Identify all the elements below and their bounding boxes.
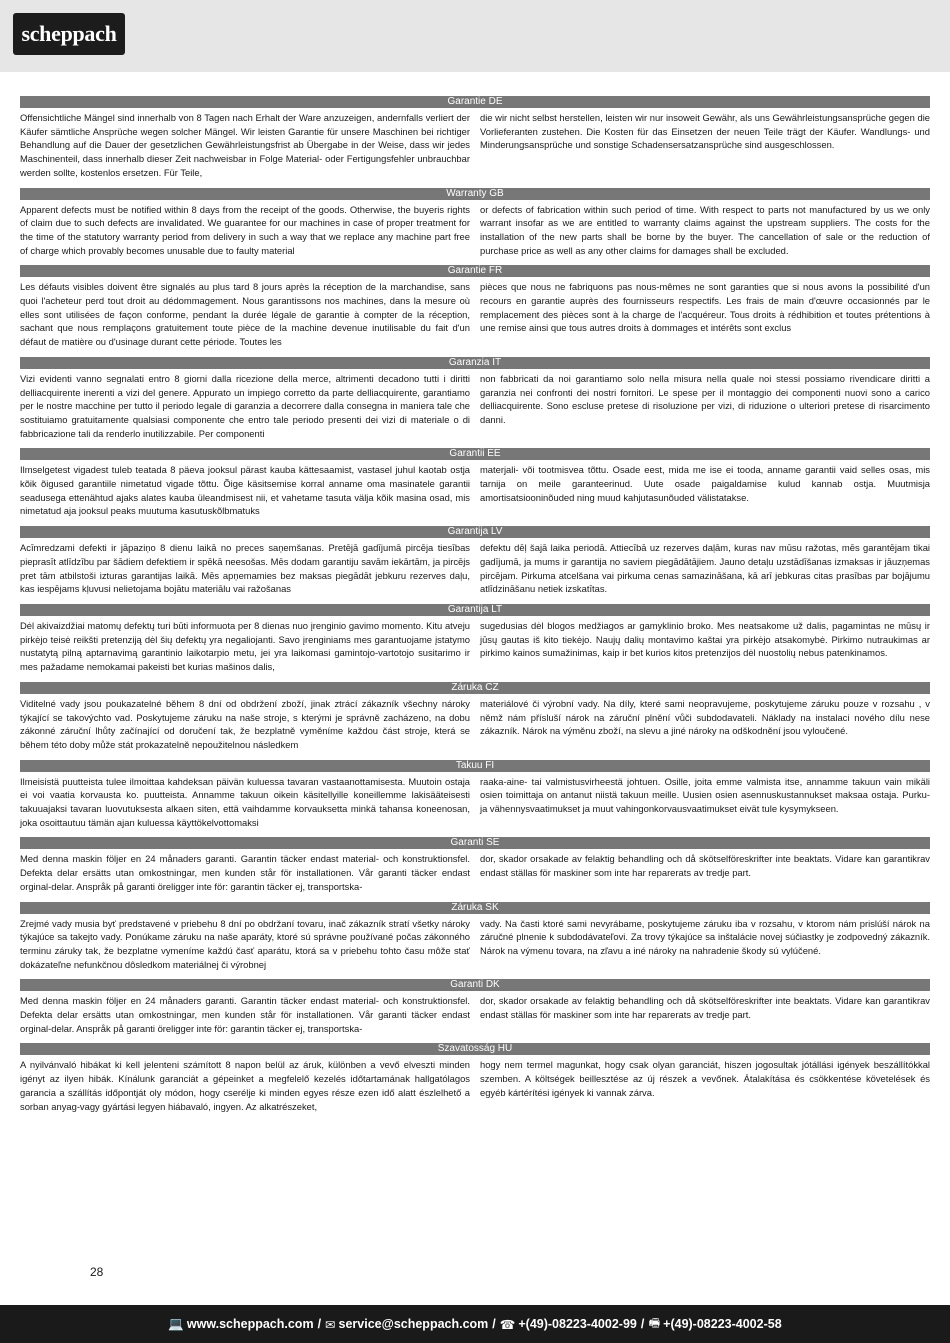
section-title: Szavatosság HU [20, 1043, 930, 1055]
section-text-left: Offensichtliche Mängel sind innerhalb von 8 Tagen nach Erhalt der Ware anzuzeigen, andernfalls verliert der Käufer sämtliche Ansprüche wegen solcher Mängel. Wir leisten Garantie für unsere Maschinen bei richtiger Behandlung auf die Dauer der gesetzlichen Gewährleistungsfrist ab Übergabe in der Weise, dass wir jedes Maschinenteil, dass innerhalb dieser Zeit nachweisbar in Folge Material- oder Fertigungsfehler unbrauchbar werden sollte, kostenlos ersetzen. Für Teile, [20, 112, 470, 178]
footer-email-link[interactable]: service@scheppach.com [338, 1317, 489, 1331]
header-bar [0, 0, 950, 72]
section-title: Garanzia IT [20, 357, 930, 369]
section-text-right: materiálové či výrobní vady. Na díly, které sami neopravujeme, poskytujeme záruku pouze v rozsahu , v němž nám přísluší nárok na záruční plnění vůči subdodavateli. Náklady na instalaci nového dílu nese zákazník. Nárok na výměnu zboží, na slevu a jiné nároky na odškodnění jsou vyloučené. [480, 697, 930, 737]
section-text-right: raaka-aine- tai valmistusvirheestä johtuen. Osille, joita emme valmista itse, annamme takuun vain mikäli osien toimittaja on antanut niistä takuun meille. Uusien osien asennuskustannukset maksaa ostaja. Purku- ja vähennysvaatimukset ja muut vahingonkorvausvaatimukset eivät tule kysymykseen. [480, 775, 930, 815]
section-garantija-lt [20, 604, 930, 674]
section-text-right: hogy nem termel magunkat, hogy csak olyan garanciát, hiszen jogosultak jótállási igények beszállítókkal szemben. A költségek beillesztése az új részek a vevőnek. Átalakítása és csökkentése követelések és egyéb kártérítési igények ki vannak zárva. [480, 1059, 930, 1098]
footer-separator: / [317, 1317, 322, 1331]
section-text-right: or defects of fabrication within such period of time. With respect to parts not manufactured by us we only warrant insofar as we are entitled to warranty claims against the upstream suppliers. The costs for the installation of the new parts shall be borne by the buyer. The cancellation of sale or the reduction of purchase price as well as any other claims for damages shall be excluded. [480, 203, 930, 256]
section-garanti-dk [20, 979, 930, 1035]
section-text-left: Med denna maskin följer en 24 månaders garanti. Garantin täcker endast material- och konstruktionsfel. Defekta delar ersätts utan omkostningar, men kunden står för installationen. Vår garanti täcker endast orginal-delar. Anspråk på garanti öreligger inte för: garantin täcker ej, transportska- [20, 995, 470, 1034]
section-title: Takuu FI [20, 760, 930, 772]
section-title: Záruka SK [20, 902, 930, 914]
section-garantija-lv [20, 526, 930, 596]
section-zaruka-sk [20, 902, 930, 972]
section-text-right: defektu dēļ šajā laika periodā. Attiecībā uz rezerves daļām, kuras nav mūsu ražotas, mēs garantējam tikai gadījumā, ja mums ir garantija no saviem piegādātājiem. Jauno detaļu uzstādīšanas izmaksas ir jāuzņemas pircējam. Pirkuma atcelšana vai pirkuma cenas samazināšana, kā arī jebkuras citas prasības par bojājumu atlīdzināšanu netiek izskatītas. [480, 542, 930, 595]
section-text-left: Les défauts visibles doivent être signalés au plus tard 8 jours après la réception de la marchandise, sans quoi l'acheteur perd tout droit au dédommagement. Nous garantissons nos machines, dans la mesure où elles sont utilisées de façon conforme, pendant la durée légale de garantie à compter de la réception, sachant que nous remplaçons gratuitement toute pièce de la machine devenue inutilisable du fait d'un défaut de matière ou d'usinage durant cette période. Toutes les [20, 281, 470, 348]
footer-contact-bar [0, 1305, 950, 1343]
section-title: Garantija LV [20, 526, 930, 538]
footer-fax: +(49)-08223-4002-58 [663, 1317, 782, 1331]
monitor-icon: 💻 [168, 1316, 184, 1331]
section-garanzia-it [20, 357, 930, 441]
section-text-right: dor, skador orsakade av felaktig behandling och då skötselföreskrifter inte beaktats. Vidare kan garantikrav endast ställas för maskiner som inte har reparerats av tredje part. [480, 995, 930, 1021]
section-text-right: non fabbricati da noi garantiamo solo nella misura nella quale noi stessi possiamo rivendicare diritti a garanzia nei confronti dei nostri fornitori. Le spese per il montaggio dei componenti nuovi sono a carico delliacquirente. Sono escluse pretese di risoluzione per vizi, di riduzione o ulteriori pretese di risarcimento danni. [480, 372, 930, 425]
section-text-right: pièces que nous ne fabriquons pas nous-mêmes ne sont garanties que si nous avons la possibilité d'un recours en garantie auprès des fournisseurs respectifs. Les frais de main d'œuvre occasionnés par le remplacement des pièces sont à la charge de l'acquéreur. Tous droits à rédhibition et toutes prétentions à une remise ainsi que tous autres droits à dommages et intérêts sont exclus [480, 281, 930, 334]
section-text-left: Ilmeisistä puutteista tulee ilmoittaa kahdeksan päivän kuluessa tavaran vastaanottamisesta. Muutoin ostaja ei voi vaatia korvausta ko. puutteista. Annamme takuun oikein käsitellyille koneillemme lakisääteisesti takuuajaksi tavaran luovutuksesta alkaen siten, että vaihdamme korvauksetta minkä tahansa koneenosan, joka osoittautuu tämän ajan kuluessa käyttökelvottomaksi [20, 775, 470, 828]
warranty-content [20, 96, 930, 1121]
section-title: Garantija LT [20, 604, 930, 616]
scheppach-logo: scheppach [13, 13, 125, 55]
section-text-right: die wir nicht selbst herstellen, leisten wir nur insoweit Gewähr, als uns Gewährleistungsansprüche gegen die Vorlieferanten zustehen. Die Kosten für das Einsetzen der neuen Teile trägt der Käufer. Wandlungs- und Minderungsansprüche und sonstige Schadensersatzansprüche sind ausgeschlossen. [480, 112, 930, 151]
section-title: Warranty GB [20, 188, 930, 200]
section-text-left: Viditelné vady jsou poukazatelné během 8 dní od obdržení zboží, jinak ztrácí zákazník všechny nároky týkající se takovýchto vad. Poskytujeme záruku na naše stroje, s kterými je správně zacházeno, na dobu zákonné záruční lhůty začínající od doručení tak, že bezplatně vyměníme každou část stroje, která se během této doby může stát prokazatelně nepoužitelnou následkem [20, 697, 470, 750]
footer-phone: +(49)-08223-4002-99 [518, 1317, 637, 1331]
section-warranty-gb [20, 188, 930, 258]
section-title: Garantie DE [20, 96, 930, 108]
section-text-left: Ilmselgetest vigadest tuleb teatada 8 päeva jooksul pärast kauba kättesaamist, vastasel juhul kaotab ostja kõik õigused garantiile nimetatud vigade tõttu. Õige käsitsemise korral anname oma masinatele garantii seadusega ettenähtud ajaks alates kauba üleandmisest nii, et vahetame tasuta välja kõik masina osad, mis nimetatud aja jooksul peaks muutuma kasutuskõlbmatuks [20, 464, 470, 517]
footer-separator: / [492, 1317, 496, 1331]
section-title: Garanti SE [20, 837, 930, 849]
footer-separator: / [640, 1317, 645, 1331]
section-title: Garantii EE [20, 448, 930, 460]
section-text-left: Apparent defects must be notified within 8 days from the receipt of the goods. Otherwise, the buyeris rights of claim due to such defects are invalidated. We guarantee for our machines in case of proper treatment for the time of the statutory warranty period from delivery in such a way that we replace any machine part free of charge which provably becomes unusable due to faulty material [20, 203, 470, 256]
section-text-left: Dėl akivaizdžiai matomų defektų turi būti informuota per 8 dienas nuo įrenginio gavimo momento. Kitu atveju pirkėjo teisė reikšti pretenziją dėl šių defektų yra negaliojanti. Savo įrenginiams mes garantuojame įstatymo nustatytą pilną aptarnavimą garantinio laikotarpio metu, jei yra laikomasi gamintojo-vartotojo susitarimo ir mes pažadame nemokamai pakeisti bet kurias mašinos dalis, [20, 619, 470, 673]
section-text-left: Zrejmé vady musia byť predstavené v priebehu 8 dní po obdržaní tovaru, inač zákazník stratí všetky nároky týkajúce sa takejto vady. Ponúkame záruku na naše aparáty, ktoré sú správne používané počas zákonného terminu záruky tak, že bezplatne vymeníme každú časť aparátu, ktorá sa v priebehu tohto času môže stať dokázateľne nefunkčnou dôsledkom materiálnej či výrobnej [20, 917, 470, 970]
envelope-icon: ✉ [325, 1317, 336, 1332]
section-szavatossag-hu [20, 1043, 930, 1113]
section-text-right: vady. Na časti ktoré sami nevyrábame, poskytujeme záruku iba v rozsahu, v ktorom nám prislúší nárok na záručné plnenie k subdodávateľovi. Za trovy týkajúce sa inštalácie novej súčiastky je zodpovedný zákazník. Nárok na výmenu tovara, na zľavu a iné nároky na nahradenie škody sú vylúčené. [480, 917, 930, 956]
section-text-right: dor, skador orsakade av felaktig behandling och då skötselföreskrifter inte beaktats. Vidare kan garantikrav endast ställas för maskiner som inte har reparerats av tredje part. [480, 853, 930, 879]
section-text-left: Vizi evidenti vanno segnalati entro 8 giorni dalla ricezione della merce, altrimenti decadono tutti i diritti delliacquirente inerenti a vizi del genere. Appurato un impiego corretto da parte delliacquirente, garantiamo per le nostre macchine per tutto il periodo legale di garanzia a decorrere dalla consegna in maniera tale che sostituiamo gratuitamente qualsiasi componente che entro tale periodo presenti dei vizi di materiale o di fabbricazione tali da renderlo inutilizzabile. Per componenti [20, 372, 470, 439]
section-garantie-de [20, 96, 930, 180]
section-title: Garantie FR [20, 265, 930, 277]
section-garanti-se [20, 837, 930, 893]
section-zaruka-cz [20, 682, 930, 752]
section-text-right: materjali- või tootmisvea tõttu. Osade eest, mida me ise ei tooda, anname garantii vaid selles osas, mis tarnija on meile garanteerinud. Uute osade paigaldamise kulud kannab ostja. Muutmisja amortisatsiooninõuded ning muud kahjutasunõuded välistatakse. [480, 464, 930, 503]
page-number: 28 [90, 1265, 104, 1279]
phone-icon: ☎ [499, 1317, 516, 1332]
section-text-left: Acīmredzami defekti ir jāpaziņo 8 dienu laikā no preces saņemšanas. Pretējā gadījumā pircēja tiesības pieprasīt atlīdzību par šādiem defektiem ir spēkā neesošas. Mēs dodam garantiju savām iekārtām, ja pircējs pret tām atbilstoši izturas garantijas laikā. Mēs apņemamies bez maksas piegādāt jebkuru rezerves daļu, kas iespējams kļuvusi nelietojama bojātu materiālu vai ražošanas [20, 542, 470, 595]
section-title: Garanti DK [20, 979, 930, 991]
section-garantie-fr [20, 265, 930, 349]
section-takuu-fi [20, 760, 930, 830]
section-garantii-ee [20, 448, 930, 518]
footer-website-link[interactable]: www.scheppach.com [186, 1317, 314, 1331]
section-text-right: sugedusias dėl blogos medžiagos ar gamyklinio broko. Mes neatsakome už dalis, pagamintas ne mūsų ir jūsų gautas iš kito tiekėjo. Naujų dalių montavimo kaštai yra pirkėjo atsakomybė. Pirkimo nutraukimas ar pirkimo kainos sumažinimas, kaip ir bet kurios kitos pretenzijos dėl nuostolių nebus patenkinamos. [480, 619, 930, 659]
section-text-left: A nyilvánvaló hibákat ki kell jelenteni számított 8 napon belül az áruk, különben a vevő elveszti minden igényt az ilyen hibák. Kínálunk garanciát a gépeinket a megfelelő kezelés időtartamának hallgatólagos garancia a szállítás időpontját oly módon, hogy cserélje ki minden egyes része ezen idő alatt észlelhető a sorban anyag-vagy gyártási legyen hiábavaló, ingyen. Az alkatrészeket, [20, 1059, 470, 1112]
section-title: Záruka CZ [20, 682, 930, 694]
section-text-left: Med denna maskin följer en 24 månaders garanti. Garantin täcker endast material- och konstruktionsfel. Defekta delar ersätts utan omkostningar, men kunden står för installationen. Vår garanti täcker endast orginal-delar. Anspråk på garanti öreligger inte för: garantin täcker ej, transportska- [20, 853, 470, 892]
fax-icon: 🖷 [648, 1315, 661, 1330]
